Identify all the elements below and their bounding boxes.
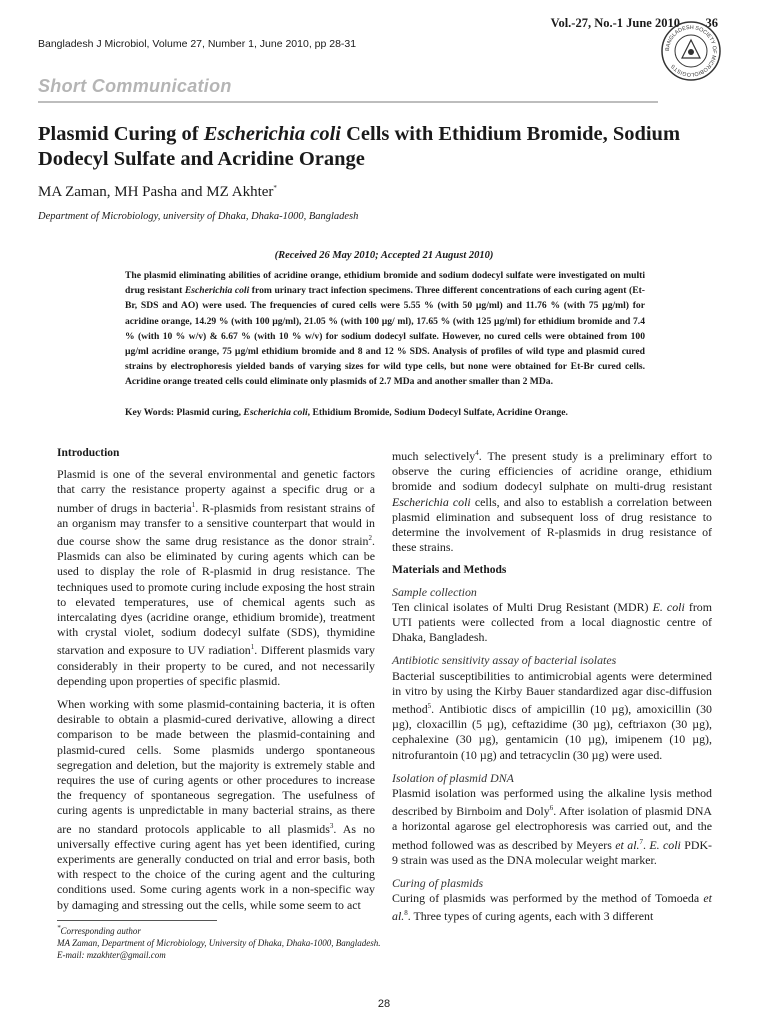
sample-collection-heading: Sample collection — [392, 584, 477, 599]
intro-paragraph-1: Plasmid is one of the several environmental and genetic factors that carry the resistance property against a specific drug or a number of drugs in bacteria$^1$. R-plasmids from resistant strains of an organism may transfer to a sensitive counterpart that would in due course show the same drug resistance as the donor strain$^2$. Plasmids can also be eliminated by curing agents which can be used to display the role of R-plasmid in drug resistance. The techniques used to promote curing include exposing the host strain to elevated temperatures, use of chemical agents such as intercalating dyes (acridine orange, ethidium bromide), treatment with crystal violet, sodium dodecyl sulfate (SDS), thymidine starvation and exposure to UV radiation$^1$. Different plasmids vary considerably in their property to be cured, and not necessarily depending upon properties of specific plasmid. — [57, 467, 375, 688]
section-label: Short Communication — [38, 76, 232, 96]
left-column — [57, 446, 375, 921]
author-list: MA Zaman, MH Pasha and MZ Akhter* — [38, 184, 277, 200]
header-rule — [38, 101, 658, 103]
plasmid-curing-text: Curing of plasmids was performed by the method of Tomoeda et al.$^8$. Three types of curing agents, each with 3 different — [392, 891, 712, 924]
plasmid-isolation-text: Plasmid isolation was performed using the alkaline lysis method described by Birnboim and Doly$^6$. After isolation of plasmid DNA a horizontal agarose gel electrophoresis was carried out, and the method followed was as described by Meyers et al.$^7$. E. coli PDK-9 strain was used as the DNA molecular weight marker. — [392, 786, 713, 867]
intro-paragraph-2: When working with some plasmid-containing bacteria, it is often desirable to obtain a plasmid-cured derivative, allowing a direct comparison to be made between the plasmid-containing and plasmid-cured cells. Some plasmids undergo spontaneous segregation and deletion, but the majority is extremely stable and requires the use of curing agents or other procedures to increase the frequency of spontaneous segregation. The usefulness of curing agents is unpredictable in many bacterial strains, as there are no standard protocols applicable to all plasmids$^3$. As no universally effective curing agent has yet been identified, curing experiments are generally conducted on trial and error basis, both with respect to the choice of the curing agent and the culturing conditions used. Some curing agents work in a non-specific way by damaging and stressing out the cells, while some seem to act — [57, 696, 375, 912]
society-seal-icon — [660, 20, 722, 82]
intro-continuation: much selectively$^4$. The present study is a preliminary effort to observe the curing efficiencies of acridine orange, ethidium bromide and sodium dodecyl sulphate on multi-drug resistant Escherichia coli cells, and also to establish a correlation between plasmid elimination and subsequent loss of drug resistance to determine the involvement of R-plasmids in drug resistance of these strains. — [392, 448, 713, 555]
antibiotic-assay-heading: Antibiotic sensitivity assay of bacterial isolates — [392, 653, 617, 668]
volume-page: 36 — [705, 16, 718, 30]
keywords: Key Words: Plasmid curing, Escherichia coli, Ethidium Bromide, Sodium Dodecyl Sulfate, Acridine Orange. — [125, 407, 568, 418]
footnote: *Corresponding author MA Zaman, Department of Microbiology, University of Dhaka, Dhaka-1000, Bangladesh. E-mail: mzakhter@gmail.com — [57, 924, 381, 960]
abstract: The plasmid eliminating abilities of acridine orange, ethidium bromide and sodium dodecyl sulfate were investigated on multi drug resistant Escherichia coli from urinary tract infection specimens. Three different concentrations of each curing agent (Et-Br, SDS and AO) were used. The frequencies of cured cells were 5.55 % (with 50 µg/ml) and 11.76 % (with 75 µg/ml) for acridine orange, 14.29 % (with 100 µg/ml), 21.05 % (with 100 µg/ ml), 17.65 % (with 125 µg/ml) for ethidium bromide and 7.4 % (with 10 % w/v) & 6.67 % (with 10 % w/v) for sodium dodecyl sulfate. However, no cured cells were obtained from 100 µg/ml acridine orange, 75 µg/ml ethidium bromide and 8 and 12 % SDS. Analysis of profiles of wild type and plasmid cured strains by electrophoresis yielded bands of varying sizes for wild type cells, but none were obtained for Et-Br cured cells. Acridine orange treated cells could eliminate only plasmids of 2.7 MDa and another smaller than 2 MDa. — [125, 270, 645, 388]
introduction-heading: Introduction — [57, 447, 120, 459]
plasmid-isolation-heading: Isolation of plasmid DNA — [392, 770, 514, 785]
article-title: Plasmid Curing of Escherichia coli Cells with Ethidium Bromide, Sodium Dodecyl Sulfate and Acridine Orange — [38, 123, 681, 170]
affiliation: Department of Microbiology, university of Dhaka, Dhaka-1000, Bangladesh — [38, 211, 359, 222]
right-column — [392, 446, 712, 933]
materials-methods-heading: Materials and Methods — [392, 564, 507, 577]
antibiotic-assay-text: Bacterial susceptibilities to antimicrobial agents were determined in vitro by using the Kirby Bauer standardized agar disc-diffusion method$^5$. Antibiotic discs of ampicillin (10 µg), amoxicillin (30 µg), cloxacillin (5 µg), ceftazidime (30 µg), ceftriaxon (30 µg), cephalexine (30 µg), gentamicin (10 µg), imipenem (10 µg), nitrofurantoin (10 µg) and tetracyclin (30 µg) were used. — [392, 668, 712, 762]
sample-collection-text: Ten clinical isolates of Multi Drug Resistant (MDR) E. coli from UTI patients were collected from a local diagnostic centre of Dhaka, Bangladesh. — [392, 599, 712, 645]
page-number: 28 — [377, 998, 391, 1010]
received-dates: (Received 26 May 2010; Accepted 21 August 2010) — [274, 250, 494, 261]
volume-info: Vol.-27, No.-1 June 2010 — [550, 16, 680, 30]
plasmid-curing-heading: Curing of plasmids — [392, 875, 484, 890]
seal-text: BANGLADESH SOCIETY OF MICROBIOLOGISTS — [664, 24, 718, 78]
footnote-rule — [57, 920, 217, 921]
journal-citation: Bangladesh J Microbiol, Volume 27, Number 1, June 2010, pp 28-31 — [38, 38, 357, 50]
